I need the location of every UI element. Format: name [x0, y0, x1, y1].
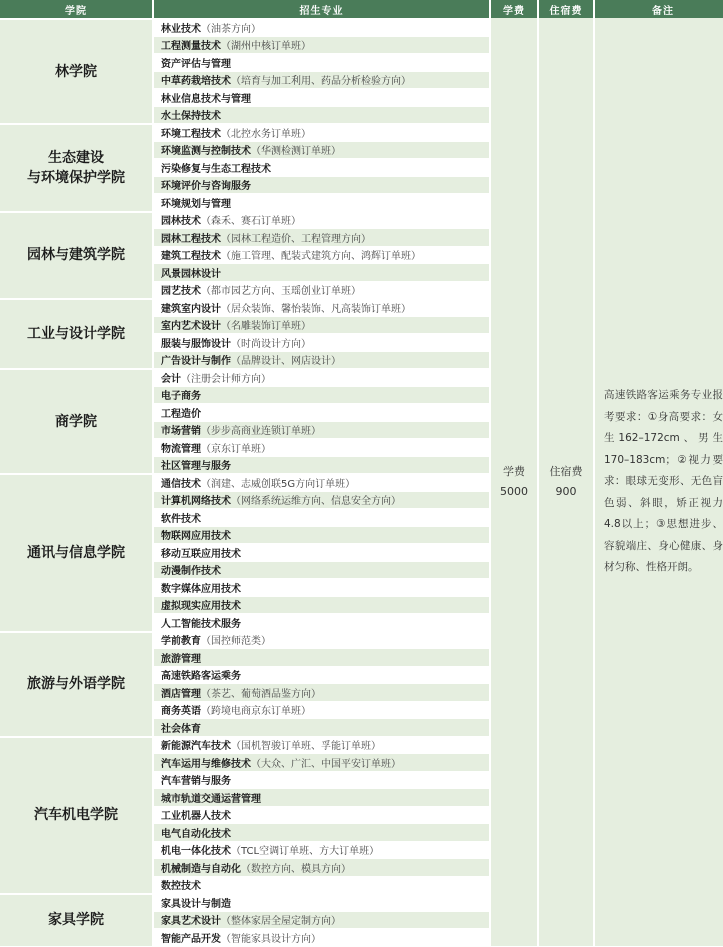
major-name: 高速铁路客运乘务 [161, 671, 241, 683]
major-note: （施工管理、配装式建筑方向、鸿辉订单班） [221, 251, 421, 263]
major-note: （居众装饰、馨怡装饰、凡高装饰订单班） [221, 303, 411, 315]
major-note: （国控师范类） [201, 636, 271, 648]
major-row [154, 386, 489, 404]
major-name: 园林技术 [161, 216, 201, 228]
major-name: 电子商务 [161, 391, 201, 403]
tuition-value: 学费 5000 [491, 18, 537, 946]
major-name: 市场营销 [161, 426, 201, 438]
major-row [154, 683, 489, 701]
major-note: （智能家具设计方向） [221, 933, 321, 945]
major-row [154, 841, 489, 859]
major-name: 建筑工程技术 [161, 251, 221, 263]
major-name: 广告设计与制作 [161, 356, 231, 368]
header-accommodation: 住宿费 [539, 0, 593, 18]
major-name: 风景园林设计 [161, 268, 221, 280]
major-row [154, 36, 489, 54]
major-name: 虚拟现实应用技术 [161, 601, 241, 613]
major-name: 环境工程技术 [161, 128, 221, 140]
college-name: 汽车机电学院 [0, 736, 152, 894]
major-note: （大众、广汇、中国平安订单班） [251, 758, 401, 770]
major-name: 智能产品开发 [161, 933, 221, 945]
remarks-text: 高速铁路客运乘务专业报考要求：①身高要求：女生162–172cm、男生170–183cm；②视力要求：眼球无变形、无色盲色弱、斜眼，矫正视力4.8以上；③思想进步、容貌端庄、身心健康、身材匀称、性格开朗。 [595, 18, 723, 946]
major-row [154, 526, 489, 544]
header-tuition: 学费 [491, 0, 537, 18]
major-row [154, 753, 489, 771]
major-row [154, 648, 489, 666]
major-row [154, 928, 489, 946]
major-row [154, 263, 489, 281]
major-row [154, 911, 489, 929]
major-name: 园艺技术 [161, 286, 201, 298]
major-row [154, 71, 489, 89]
major-note: （跨境电商京东订单班） [201, 706, 311, 718]
major-row [154, 438, 489, 456]
major-note: （数控方向、模具方向） [241, 863, 351, 875]
major-row [154, 858, 489, 876]
header-college: 学院 [0, 0, 152, 18]
major-name: 服装与服饰设计 [161, 338, 231, 350]
major-name: 林业技术 [161, 23, 201, 35]
major-note: （华测检测订单班） [251, 146, 341, 158]
major-name: 环境评价与咨询服务 [161, 181, 251, 193]
major-note: （网络系统运维方向、信息安全方向） [231, 496, 401, 508]
major-note: （北控水务订单班） [221, 128, 311, 140]
major-row [154, 508, 489, 526]
major-name: 工业机器人技术 [161, 811, 231, 823]
major-note: （注册会计师方向） [181, 373, 271, 385]
major-name: 数控技术 [161, 881, 201, 893]
major-name: 会计 [161, 373, 181, 385]
accommodation-value: 住宿费 900 [539, 18, 593, 946]
major-note: （名雕装饰订单班） [221, 321, 311, 333]
major-name: 学前教育 [161, 636, 201, 648]
major-name: 中草药栽培技术 [161, 76, 231, 88]
major-name: 机电一体化技术 [161, 846, 231, 858]
major-row [154, 561, 489, 579]
major-name: 社区管理与服务 [161, 461, 231, 473]
major-name: 汽车运用与维修技术 [161, 758, 251, 770]
major-name: 机械制造与自动化 [161, 863, 241, 875]
major-name: 物联网应用技术 [161, 531, 231, 543]
major-row [154, 176, 489, 194]
major-row [154, 893, 489, 911]
major-name: 移动互联应用技术 [161, 548, 241, 560]
major-name: 人工智能技术服务 [161, 618, 241, 630]
major-name: 社会体育 [161, 723, 201, 735]
major-name: 旅游管理 [161, 653, 201, 665]
major-name: 环境规划与管理 [161, 198, 231, 210]
major-note: （国机智骏订单班、孚能订单班） [231, 741, 381, 753]
major-note: （园林工程造价、工程管理方向） [221, 233, 371, 245]
major-note: （茶艺、葡萄酒品鉴方向） [201, 688, 321, 700]
major-row [154, 771, 489, 789]
major-note: （品牌设计、网店设计） [231, 356, 341, 368]
major-row [154, 823, 489, 841]
major-row [154, 596, 489, 614]
major-name: 数字媒体应用技术 [161, 583, 241, 595]
major-row [154, 368, 489, 386]
major-row [154, 456, 489, 474]
college-name: 生态建设 与环境保护学院 [0, 123, 152, 211]
major-row [154, 631, 489, 649]
major-row [154, 141, 489, 159]
major-name: 计算机网络技术 [161, 496, 231, 508]
college-name: 家具学院 [0, 893, 152, 946]
college-name: 园林与建筑学院 [0, 211, 152, 299]
major-row [154, 613, 489, 631]
major-name: 通信技术 [161, 478, 201, 490]
major-name: 家具艺术设计 [161, 916, 221, 928]
major-note: （时尚设计方向） [231, 338, 311, 350]
major-row [154, 228, 489, 246]
college-name: 旅游与外语学院 [0, 631, 152, 736]
major-row [154, 736, 489, 754]
college-name: 林学院 [0, 18, 152, 123]
major-row [154, 281, 489, 299]
major-row [154, 806, 489, 824]
major-row [154, 421, 489, 439]
major-name: 动漫制作技术 [161, 566, 221, 578]
major-name: 林业信息技术与管理 [161, 93, 251, 105]
major-name: 水土保持技术 [161, 111, 221, 123]
major-row [154, 298, 489, 316]
major-name: 环境监测与控制技术 [161, 146, 251, 158]
major-note: （森禾、赛石订单班） [201, 216, 301, 228]
major-row [154, 106, 489, 124]
major-note: （油茶方向） [201, 23, 261, 35]
major-note: （湖州中核订单班） [221, 41, 311, 53]
major-row [154, 876, 489, 894]
header-major: 招生专业 [154, 0, 489, 18]
major-note: （整体家居全屋定制方向） [221, 916, 341, 928]
major-row [154, 246, 489, 264]
major-name: 电气自动化技术 [161, 828, 231, 840]
major-name: 园林工程技术 [161, 233, 221, 245]
major-name: 工程测量技术 [161, 41, 221, 53]
major-row [154, 473, 489, 491]
major-note: （TCL空调订单班、方大订单班） [231, 846, 380, 858]
major-note: （培育与加工利用、药品分析检验方向） [231, 76, 411, 88]
major-row [154, 701, 489, 719]
major-row [154, 88, 489, 106]
major-note: （润建、志威创联5G方向订单班） [201, 478, 356, 490]
major-row [154, 193, 489, 211]
major-row [154, 18, 489, 36]
college-name: 工业与设计学院 [0, 298, 152, 368]
header-remarks: 备注 [595, 0, 723, 18]
college-name: 商学院 [0, 368, 152, 473]
major-row [154, 333, 489, 351]
major-name: 城市轨道交通运营管理 [161, 793, 261, 805]
major-row [154, 351, 489, 369]
major-name: 污染修复与生态工程技术 [161, 163, 271, 175]
major-row [154, 123, 489, 141]
major-row [154, 53, 489, 71]
major-name: 工程造价 [161, 408, 201, 420]
major-name: 酒店管理 [161, 688, 201, 700]
major-row [154, 158, 489, 176]
major-name: 汽车营销与服务 [161, 776, 231, 788]
major-row [154, 718, 489, 736]
major-note: （都市园艺方向、玉瑶创业订单班） [201, 286, 361, 298]
major-row [154, 403, 489, 421]
major-row [154, 543, 489, 561]
major-name: 物流管理 [161, 443, 201, 455]
major-name: 家具设计与制造 [161, 898, 231, 910]
major-row [154, 666, 489, 684]
major-row [154, 316, 489, 334]
major-row [154, 578, 489, 596]
major-name: 商务英语 [161, 706, 201, 718]
major-name: 室内艺术设计 [161, 321, 221, 333]
major-row [154, 491, 489, 509]
major-row [154, 211, 489, 229]
major-name: 资产评估与管理 [161, 58, 231, 70]
major-name: 建筑室内设计 [161, 303, 221, 315]
major-note: （京东订单班） [201, 443, 271, 455]
major-name: 软件技术 [161, 513, 201, 525]
major-note: （步步高商业连锁订单班） [201, 426, 321, 438]
major-name: 新能源汽车技术 [161, 741, 231, 753]
college-name: 通讯与信息学院 [0, 473, 152, 631]
major-row [154, 788, 489, 806]
